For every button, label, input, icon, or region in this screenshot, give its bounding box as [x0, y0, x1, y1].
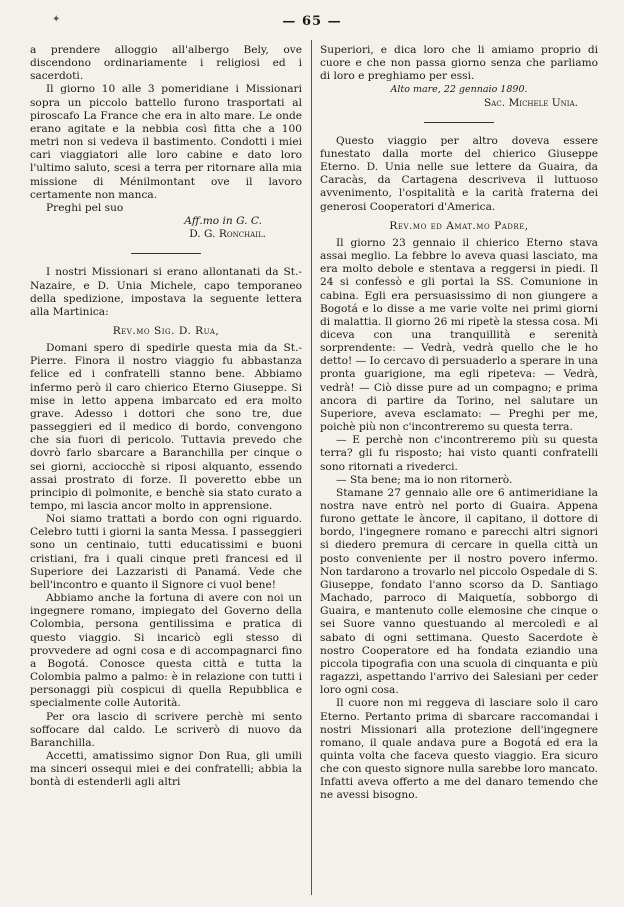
signature-name: D. G. Ronchail. — [189, 228, 266, 241]
paragraph: Accetti, amatissimo signor Don Rua, gli umili ma sinceri ossequi miei e dei confratelli; abbia la bontà di estenderli agli altri — [30, 749, 302, 789]
paragraph: Superiori, e dica loro che li amiamo proprio di cuore e che non passa giorno senza che parliamo di loro e preghiamo per essi. — [320, 44, 598, 83]
salutation: Rev.mo ed Amat.mo Padre, — [389, 219, 529, 232]
paragraph: — Sta bene; ma io non ritornerò. — [336, 473, 513, 486]
paragraph: Stamane 27 gennaio alle ore 6 antimeridiane la nostra nave entrò nel porto di Guaira. Appena furono gettate le àncore, il capitano, il dottore di bordo, l'ingegnere romano e parecchi altri signori si diedero premura di cercare in quella città un posto conveniente per il nostro povero infermo. Non tardarono a trovarlo nel piccolo Ospedale di S. Giuseppe, fondato l'anno scorso da D. Santiago Machado, parroco di Maiquetía, sobborgo di Guaira, e mantenuto colle elemosine che cinque o sei Suore vanno questuando al mercoledì e al sabato di ogni settimana. Questo Sacerdote è nostro Cooperatore ed ha fondata eziandio una piccola tipografia con una scuola di cinquanta e più ragazzi, aspettando l'arrivo dei Salesiani per ceder loro ogni cosa. — [320, 486, 598, 697]
paragraph: Preghi pel suo — [46, 201, 124, 214]
signature-name: Sac. Michele Unia. — [484, 96, 578, 109]
letter-date: Alto mare, 22 gennaio 1890. — [390, 84, 528, 96]
corner-mark: ✦ — [52, 14, 61, 25]
paragraph: a prendere alloggio all'albergo Bely, ove discendono ordinariamente i religiosi ed i sacerdoti. — [30, 44, 302, 83]
paragraph: Il giorno 10 alle 3 pomeridiane i Missionari sopra un piccolo battello furono trasportati al piroscafo La France che era in alto mare. Le onde erano agitate e la nebbia così fitta che a 100 metri non si vedeva il bastimento. Condotti i miei cari viaggiatori alle loro cabine e dato loro l'ultimo saluto, scesi a terra per ritornare alla mia missione di Ménilmontant ove il lavoro certamente non manca. — [30, 83, 302, 201]
paragraph: Questo viaggio per altro doveva essere funestato dalla morte del chierico Giuseppe Eterno. D. Unia nelle sue lettere da Guaira, da Caracàs, da Cartagena descriveva il luttuoso avvenimento, l'ospitalità e la carità fraterna dei generosi Cooperatori d'America. — [320, 134, 598, 213]
salutation: Rev.mo Sig. D. Rua, — [112, 324, 220, 337]
left-column — [30, 44, 302, 789]
paragraph: Il cuore non mi reggeva di lasciare solo il caro Eterno. Pertanto prima di sbarcare raccomandai i nostri Missionari alla protezione dell'ingegnere romano, il quale andava pure a Bogotá ed era la quinta volta che faceva questo viaggio. Era sicuro che con questo signore nulla sarebbe loro mancato. Infatti aveva offerto a me del danaro temendo che ne avessi bisogno. — [320, 697, 598, 802]
paragraph: Abbiamo anche la fortuna di avere con noi un ingegnere romano, impiegato del Governo della Colombia, persona gentilissima e pratica di questo viaggio. Si incaricò egli stesso di provvedere ad ogni cosa e di accompagnarci fino a Bogotá. Conosce questa città e tutta la Colombia palmo a palmo: è in relazione con tutti i personaggi più cospicui di quella Repubblica e specialmente colle Autorità. — [30, 592, 302, 710]
section-rule — [424, 122, 494, 123]
right-column — [320, 44, 598, 803]
page-number: — 65 — — [282, 14, 342, 29]
section-rule — [131, 253, 201, 254]
paragraph: Domani spero di spedirle questa mia da St.-Pierre. Finora il nostro viaggio fu abbastanza felice ed i confratelli stanno bene. Abbiamo infermo però il caro chierico Eterno Giuseppe. Si mise in letto appena imbarcato ed era molto grave. Adesso i dottori che sono tre, due passeggieri ed il medico di bordo, convengono che sia fuori di pericolo. Tuttavia prevedo che dovrò farlo sbarcare a Baranchilla per cinque o sei giorni, acciocchè si riposi alquanto, essendo assai prostrato di forze. Il poveretto ebbe un principio di polmonite, e benchè sia stato curato a tempo, mi lascia ancor molto in apprensione. — [30, 342, 302, 512]
paragraph: — E perchè non c'incontreremo più su questa terra? gli fu risposto; hai visto quanti confratelli sono ritornati a rivederci. — [320, 434, 598, 473]
paragraph: I nostri Missionari si erano allontanati da St.-Nazaire, e D. Unia Michele, capo temporaneo della spedizione, impostava la seguente lettera alla Martinica: — [30, 266, 302, 318]
paragraph: Noi siamo trattati a bordo con ogni riguardo. Celebro tutti i giorni la santa Messa. I passeggieri sono un centinaio, tutti educatissimi e buoni cristiani, fra i quali cinque preti francesi ed il Superiore dei Lazzaristi di Panamá. Vede che bell'incontro e quanto il Signore ci vuol bene! — [30, 513, 302, 591]
paragraph: Per ora lascio di scrivere perchè mi sento soffocare dal caldo. Le scriverò di nuovo da Baranchilla. — [30, 710, 302, 749]
paragraph: Il giorno 23 gennaio il chierico Eterno stava assai meglio. La febbre lo aveva quasi lasciato, ma era molto debole e stentava a reggersi in piedi. Il 24 si confessò e gli portai la SS. Comunione in cabina. Egli era persuasissimo di non giungere a Bogotá e lo disse a me varie volte nei primi giorni di malattia. Il giorno 26 mi ripetè la stessa cosa. Mi diceva con una tranquillità e serenità sorprendente: — Vedrà, vedrà quello che le ho detto! — Io cercavo di persuaderlo a sperare in una pronta guarigione, ma egli ripeteva: — Vedrà, vedrà! — Ciò disse pure ad un compagno; e prima ancora di partire da Torino, nel salutare un Superiore, aveva esclamato: — Preghi per me, poichè più non c'incontreremo su questa terra. — [320, 236, 598, 434]
signature-line: Aff.mo in G. C. — [184, 215, 262, 228]
column-divider — [311, 40, 312, 895]
